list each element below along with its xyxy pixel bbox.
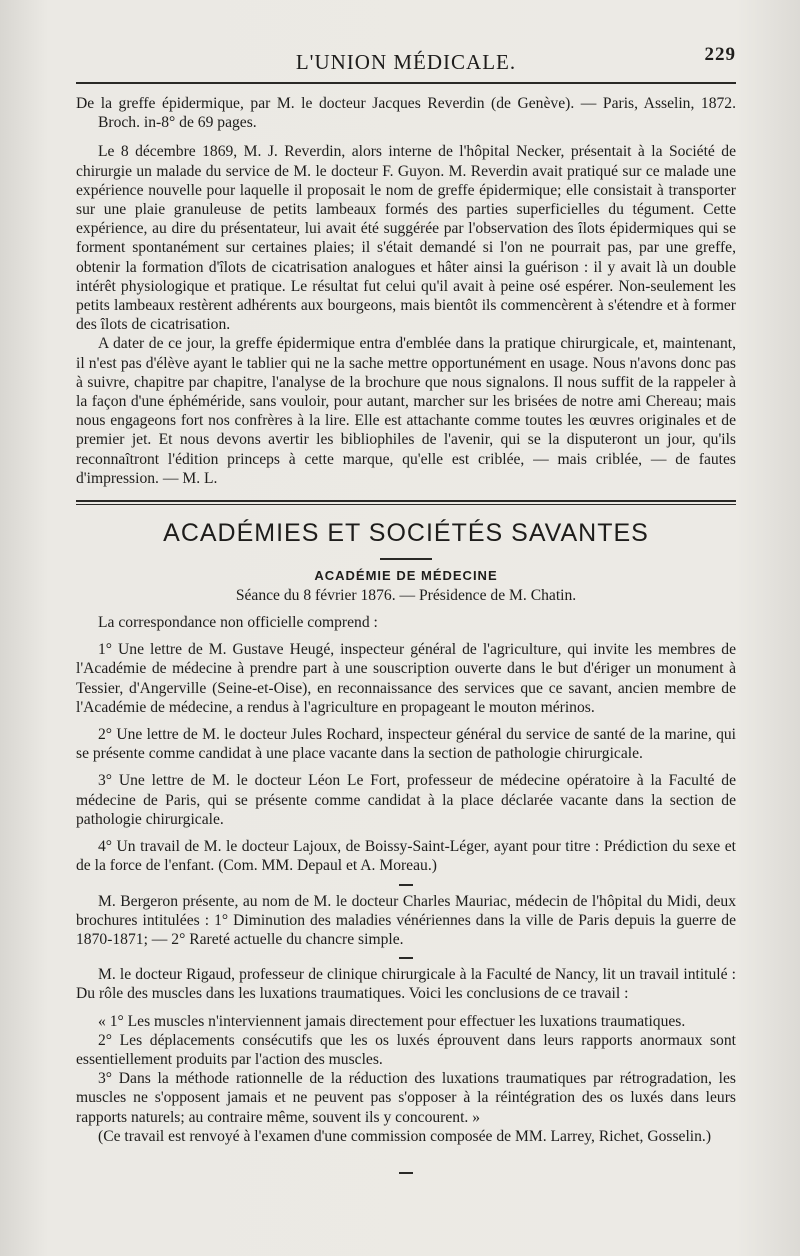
academy-heading: ACADÉMIE DE MÉDECINE [314,568,498,584]
running-head [76,40,736,74]
journal-title: L'UNION MÉDICALE. [295,50,517,74]
review-heading: De la greffe épidermique, par M. le docteur Jacques Reverdin (de Genève). — Paris, Asselin, 1872. Broch. in-8° de 69 pages. [76,95,736,132]
separator-dash [399,957,413,959]
conclusion-3: 3° Dans la méthode rationnelle de la réduction des luxations traumatiques par rétrogradation, les muscles ne s'opposent jamais et ne peuvent pas s'opposer à la réintégration des os luxés dans leurs rapports naturels; au contraire même, souvent ils y concourent. » [76,1070,736,1126]
title-rule [380,558,432,560]
section-title: ACADÉMIES ET SOCIÉTÉS SAVANTES [163,519,649,548]
bergeron-paragraph: M. Bergeron présente, au nom de M. le docteur Charles Mauriac, médecin de l'hôpital du Midi, deux brochures intitulées : 1° Diminution des maladies vénériennes dans la ville de Paris depuis la guerre de 1870-1871; — 2° Rareté actuelle du chancre simple. [76,892,736,948]
correspondence-item-1: 1° Une lettre de M. Gustave Heugé, inspecteur général de l'agriculture, qui invite les membres de l'Académie de médecine à prendre part à une souscription ouverte dans le but d'ériger un monument à Tessier, d'Angerville (Seine-et-Oise), en reconnaissance des services que ce savant, ancien membre de l'Académie de médecine, a rendus à l'agriculture en propageant le mouton mérinos. [76,641,736,716]
section-divider [76,500,736,505]
seance-line: Séance du 8 février 1876. — Présidence de M. Chatin. [235,587,577,605]
review-paragraph-2: A dater de ce jour, la greffe épidermique entra d'emblée dans la pratique chirurgicale, et, maintenant, il n'est pas d'élève ayant le tablier qui ne la sache mettre opportunément en usage. Nous n'avons donc pas à suivre, chapitre par chapitre, l'analyse de la brochure que nous signalons. Il nous suffit de la rappeler à la façon d'une éphéméride, sans vouloir, pour autant, marcher sur les brisées de notre ami Chereau; mais nous engageons fort nos confrères à la lire. Elle est attachante comme toutes les œuvres originales et de premier jet. Et nous devons avertir les bibliophiles de l'avenir, qui se la disputeront un jour, qu'ils reconnaîtront l'édition princeps à cette marque, qu'elle est criblée, — mais criblée, — de fautes d'impression. — M. L. [76,335,736,487]
conclusion-2: 2° Les déplacements consécutifs que les os luxés éprouvent dans leurs rapports anormaux sont essentiellement produits par l'action des muscles. [76,1031,736,1068]
conclusion-1: « 1° Les muscles n'interviennent jamais directement pour effectuer les luxations traumatiques. [98,1012,686,1030]
page-number: 229 [704,44,736,65]
end-dash [399,1172,413,1174]
correspondence-intro: La correspondance non officielle comprend : [98,614,378,632]
correspondence-item-4: 4° Un travail de M. le docteur Lajoux, de Boissy-Saint-Léger, ayant pour titre : Prédiction du sexe et de la force de l'enfant. (Com. MM. Depaul et A. Moreau.) [76,838,736,875]
separator-dash [399,884,413,886]
header-rule [76,82,736,84]
correspondence-item-3: 3° Une lettre de M. le docteur Léon Le Fort, professeur de médecine opératoire à la Faculté de médecine de Paris, qui se présente comme candidat à la place déclarée vacante dans la section de pathologie chirurgicale. [76,772,736,828]
review-paragraph-1: Le 8 décembre 1869, M. J. Reverdin, alors interne de l'hôpital Necker, présentait à la Société de chirurgie un malade du service de M. le docteur F. Guyon. M. Reverdin avait pratiqué sur ce malade une expérience nouvelle pour laquelle il proposait le nom de greffe épidermique; elle consistait à transporter sur une plaie granuleuse de petits lambeaux formés des parties superficielles du tégument. Cette expérience, au dire du présentateur, lui avait été suggérée par l'observation des îlots épidermiques qui se forment spontanément sur certaines plaies; il s'était demandé si l'on ne pourrait pas, par une greffe, obtenir la formation d'îlots de cicatrisation analogues et hâter ainsi la guérison : il y avait là un double intérêt physiologique et pratique. Le résultat fut celui qu'il avait à peine osé espérer. Non-seulement les petits lambeaux restèrent adhérents aux bourgeons, mais bientôt ils commencèrent à s'étendre et à former des îlots de cicatrisation. [76,143,736,334]
correspondence-item-2: 2° Une lettre de M. le docteur Jules Rochard, inspecteur général du service de santé de la marine, qui se présente comme candidat à une place vacante dans la section de pathologie chirurgicale. [76,726,736,763]
commission-note: (Ce travail est renvoyé à l'examen d'une commission composée de MM. Larrey, Richet, Gosselin.) [98,1127,712,1145]
rigaud-paragraph: M. le docteur Rigaud, professeur de clinique chirurgicale à la Faculté de Nancy, lit un travail intitulé : Du rôle des muscles dans les luxations traumatiques. Voici les conclusions de ce travail : [76,966,736,1003]
